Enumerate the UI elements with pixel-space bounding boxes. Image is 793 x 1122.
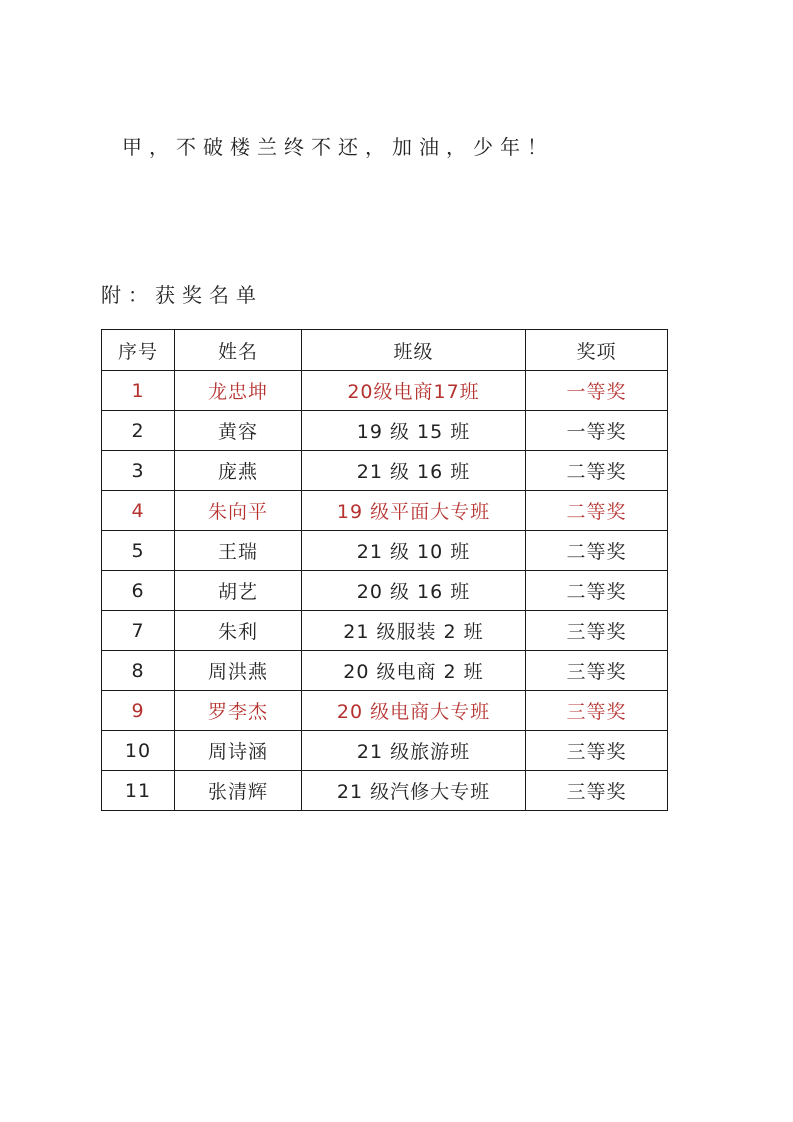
cell-class: 20 级电商大专班 <box>302 691 526 731</box>
table-row <box>102 491 668 531</box>
cell-award: 三等奖 <box>526 691 668 731</box>
table-row <box>102 571 668 611</box>
cell-number: 11 <box>102 771 175 811</box>
cell-name: 庞燕 <box>175 451 302 491</box>
table-row <box>102 451 668 491</box>
cell-class: 21 级 10 班 <box>302 531 526 571</box>
cell-award: 三等奖 <box>526 731 668 771</box>
cell-class: 20级电商17班 <box>302 371 526 411</box>
cell-number: 8 <box>102 651 175 691</box>
table-row <box>102 691 668 731</box>
cell-number: 3 <box>102 451 175 491</box>
cell-name: 黄容 <box>175 411 302 451</box>
table-row <box>102 411 668 451</box>
cell-number: 1 <box>102 371 175 411</box>
cell-class: 21 级汽修大专班 <box>302 771 526 811</box>
cell-name: 周洪燕 <box>175 651 302 691</box>
cell-name: 罗李杰 <box>175 691 302 731</box>
table-row <box>102 651 668 691</box>
header-award: 奖项 <box>526 330 668 371</box>
cell-name: 周诗涵 <box>175 731 302 771</box>
cell-number: 4 <box>102 491 175 531</box>
cell-award: 三等奖 <box>526 771 668 811</box>
cell-class: 20 级 16 班 <box>302 571 526 611</box>
cell-class: 21 级 16 班 <box>302 451 526 491</box>
header-name: 姓名 <box>175 330 302 371</box>
cell-award: 二等奖 <box>526 451 668 491</box>
cell-number: 7 <box>102 611 175 651</box>
table-row <box>102 371 668 411</box>
cell-award: 一等奖 <box>526 411 668 451</box>
cell-number: 2 <box>102 411 175 451</box>
cell-class: 20 级电商 2 班 <box>302 651 526 691</box>
cell-number: 5 <box>102 531 175 571</box>
cell-name: 龙忠坤 <box>175 371 302 411</box>
table-row <box>102 731 668 771</box>
table-row <box>102 771 668 811</box>
cell-class: 21 级服装 2 班 <box>302 611 526 651</box>
header-class: 班级 <box>302 330 526 371</box>
annex-title: 附：获奖名单 <box>101 283 263 307</box>
cell-class: 21 级旅游班 <box>302 731 526 771</box>
award-list-table <box>101 329 668 811</box>
closing-line: 甲，不破楼兰终不还，加油，少年！ <box>122 135 554 159</box>
header-number: 序号 <box>102 330 175 371</box>
cell-award: 二等奖 <box>526 531 668 571</box>
cell-number: 9 <box>102 691 175 731</box>
cell-award: 二等奖 <box>526 491 668 531</box>
cell-class: 19 级平面大专班 <box>302 491 526 531</box>
cell-number: 6 <box>102 571 175 611</box>
award-rows <box>102 371 668 811</box>
table-header-row <box>102 330 668 371</box>
cell-name: 朱利 <box>175 611 302 651</box>
cell-name: 胡艺 <box>175 571 302 611</box>
cell-name: 张清辉 <box>175 771 302 811</box>
cell-class: 19 级 15 班 <box>302 411 526 451</box>
cell-award: 三等奖 <box>526 651 668 691</box>
cell-name: 王瑞 <box>175 531 302 571</box>
cell-award: 一等奖 <box>526 371 668 411</box>
cell-award: 三等奖 <box>526 611 668 651</box>
cell-number: 10 <box>102 731 175 771</box>
table-row <box>102 531 668 571</box>
cell-name: 朱向平 <box>175 491 302 531</box>
table-row <box>102 611 668 651</box>
cell-award: 二等奖 <box>526 571 668 611</box>
